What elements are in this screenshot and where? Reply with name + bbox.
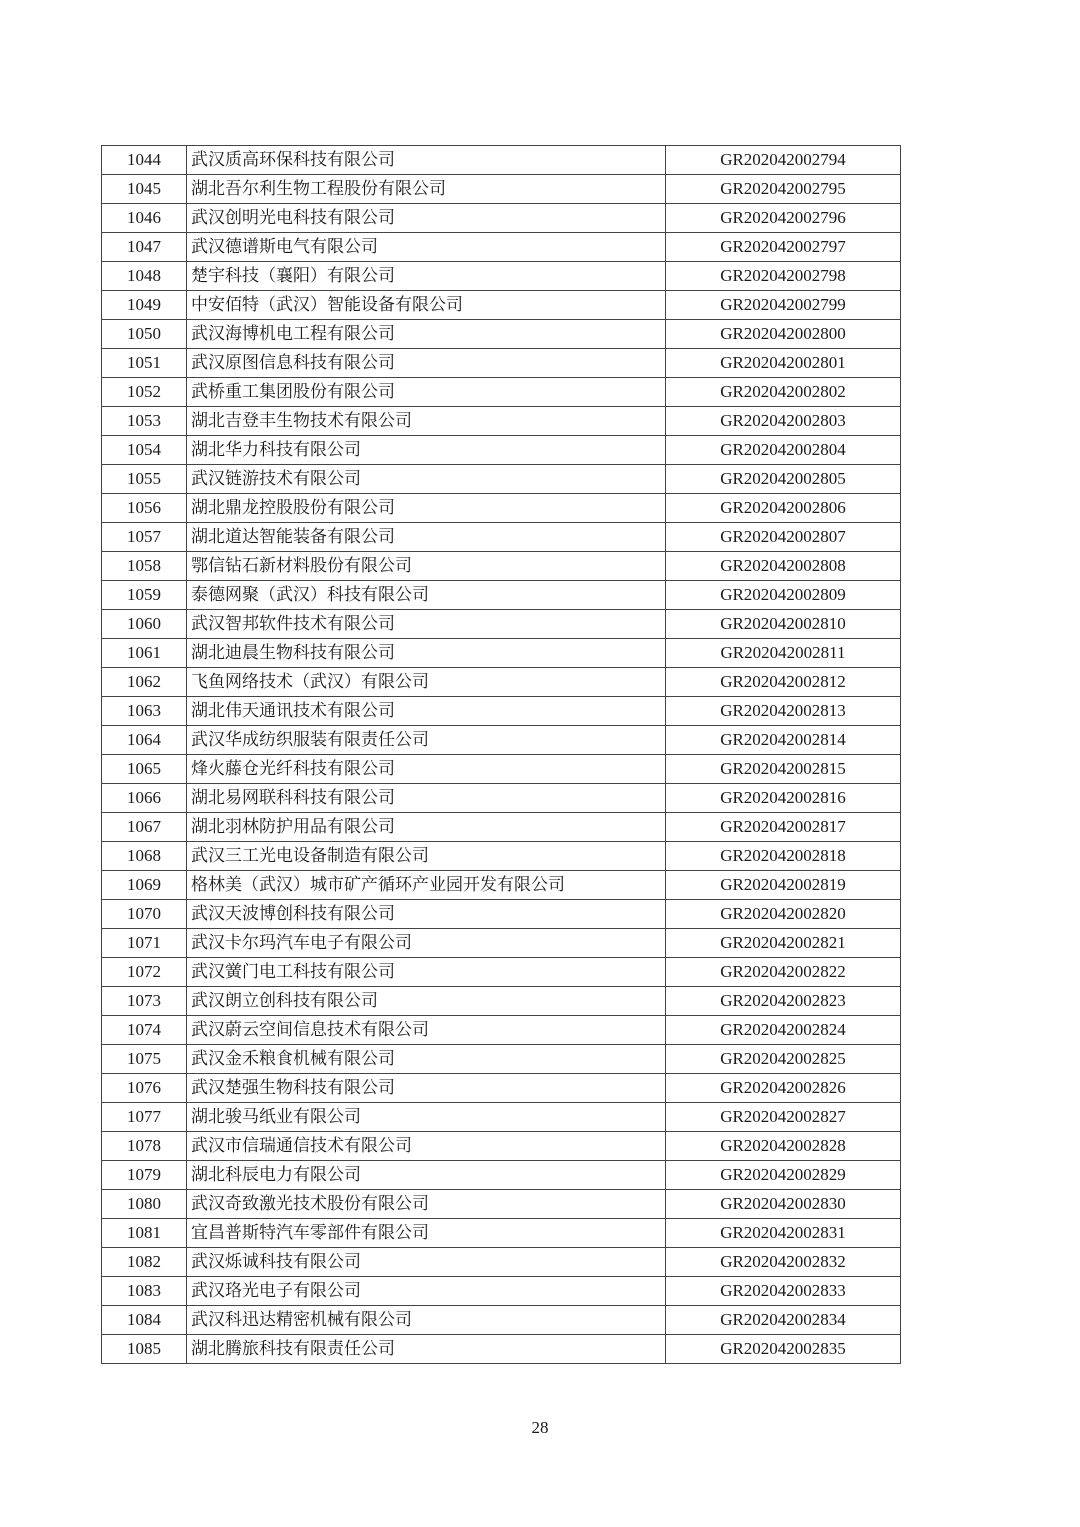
company-name: 鄂信钻石新材料股份有限公司 [187, 552, 666, 581]
row-number: 1076 [102, 1074, 187, 1103]
certificate-code: GR202042002828 [666, 1132, 901, 1161]
company-name: 湖北华力科技有限公司 [187, 436, 666, 465]
company-name: 武汉天波博创科技有限公司 [187, 900, 666, 929]
table-row [102, 349, 901, 378]
certificate-code: GR202042002809 [666, 581, 901, 610]
certificate-code: GR202042002807 [666, 523, 901, 552]
row-number: 1049 [102, 291, 187, 320]
certificate-code: GR202042002823 [666, 987, 901, 1016]
table-row [102, 958, 901, 987]
row-number: 1051 [102, 349, 187, 378]
certificate-code: GR202042002833 [666, 1277, 901, 1306]
row-number: 1059 [102, 581, 187, 610]
row-number: 1079 [102, 1161, 187, 1190]
table-row [102, 262, 901, 291]
row-number: 1057 [102, 523, 187, 552]
company-name: 武汉质高环保科技有限公司 [187, 146, 666, 175]
certificate-code: GR202042002832 [666, 1248, 901, 1277]
table-row [102, 204, 901, 233]
company-name: 飞鱼网络技术（武汉）有限公司 [187, 668, 666, 697]
company-name: 湖北骏马纸业有限公司 [187, 1103, 666, 1132]
company-name: 湖北伟天通讯技术有限公司 [187, 697, 666, 726]
table-row [102, 1074, 901, 1103]
row-number: 1080 [102, 1190, 187, 1219]
table-row [102, 1016, 901, 1045]
row-number: 1058 [102, 552, 187, 581]
table-row [102, 1161, 901, 1190]
row-number: 1068 [102, 842, 187, 871]
company-name: 湖北吾尔利生物工程股份有限公司 [187, 175, 666, 204]
table-row [102, 697, 901, 726]
row-number: 1066 [102, 784, 187, 813]
company-name: 武汉链游技术有限公司 [187, 465, 666, 494]
row-number: 1082 [102, 1248, 187, 1277]
certificate-code: GR202042002799 [666, 291, 901, 320]
company-name: 武汉科迅达精密机械有限公司 [187, 1306, 666, 1335]
row-number: 1083 [102, 1277, 187, 1306]
row-number: 1069 [102, 871, 187, 900]
table-row [102, 929, 901, 958]
row-number: 1072 [102, 958, 187, 987]
certificate-code: GR202042002817 [666, 813, 901, 842]
company-name: 武汉市信瑞通信技术有限公司 [187, 1132, 666, 1161]
row-number: 1070 [102, 900, 187, 929]
row-number: 1062 [102, 668, 187, 697]
certificate-code: GR202042002810 [666, 610, 901, 639]
certificate-code: GR202042002794 [666, 146, 901, 175]
company-name: 武汉蔚云空间信息技术有限公司 [187, 1016, 666, 1045]
row-number: 1084 [102, 1306, 187, 1335]
certificate-code: GR202042002811 [666, 639, 901, 668]
row-number: 1074 [102, 1016, 187, 1045]
row-number: 1054 [102, 436, 187, 465]
certificate-code: GR202042002834 [666, 1306, 901, 1335]
company-name: 武汉珞光电子有限公司 [187, 1277, 666, 1306]
company-name: 武汉卡尔玛汽车电子有限公司 [187, 929, 666, 958]
certificate-code: GR202042002824 [666, 1016, 901, 1045]
row-number: 1052 [102, 378, 187, 407]
table-row [102, 1219, 901, 1248]
company-name: 武汉奇致激光技术股份有限公司 [187, 1190, 666, 1219]
table-row [102, 726, 901, 755]
table-row [102, 291, 901, 320]
row-number: 1075 [102, 1045, 187, 1074]
table-row [102, 755, 901, 784]
company-name: 武汉原图信息科技有限公司 [187, 349, 666, 378]
row-number: 1056 [102, 494, 187, 523]
table-row [102, 1306, 901, 1335]
company-name: 武汉智邦软件技术有限公司 [187, 610, 666, 639]
company-name: 湖北道达智能装备有限公司 [187, 523, 666, 552]
certificate-code: GR202042002804 [666, 436, 901, 465]
company-name: 楚宇科技（襄阳）有限公司 [187, 262, 666, 291]
table-row [102, 842, 901, 871]
table-row [102, 639, 901, 668]
row-number: 1048 [102, 262, 187, 291]
company-name: 中安佰特（武汉）智能设备有限公司 [187, 291, 666, 320]
table-row [102, 1190, 901, 1219]
table-row [102, 871, 901, 900]
company-name: 格林美（武汉）城市矿产循环产业园开发有限公司 [187, 871, 666, 900]
certificate-code: GR202042002801 [666, 349, 901, 378]
table-row [102, 581, 901, 610]
company-name: 湖北羽林防护用品有限公司 [187, 813, 666, 842]
table-row [102, 233, 901, 262]
certificate-code: GR202042002816 [666, 784, 901, 813]
company-name: 武汉烁诚科技有限公司 [187, 1248, 666, 1277]
table-row [102, 1335, 901, 1364]
certificate-code: GR202042002830 [666, 1190, 901, 1219]
company-name: 湖北易网联科科技有限公司 [187, 784, 666, 813]
company-name: 泰德网聚（武汉）科技有限公司 [187, 581, 666, 610]
table-body [102, 146, 901, 1364]
certificate-code: GR202042002819 [666, 871, 901, 900]
certificate-code: GR202042002802 [666, 378, 901, 407]
row-number: 1078 [102, 1132, 187, 1161]
certificate-code: GR202042002825 [666, 1045, 901, 1074]
certificate-code: GR202042002826 [666, 1074, 901, 1103]
table-row [102, 784, 901, 813]
certificate-code: GR202042002796 [666, 204, 901, 233]
certificate-code: GR202042002797 [666, 233, 901, 262]
company-name: 烽火藤仓光纤科技有限公司 [187, 755, 666, 784]
row-number: 1067 [102, 813, 187, 842]
table-row [102, 668, 901, 697]
row-number: 1045 [102, 175, 187, 204]
certificate-code: GR202042002827 [666, 1103, 901, 1132]
certificate-code: GR202042002822 [666, 958, 901, 987]
certificate-code: GR202042002820 [666, 900, 901, 929]
company-name: 湖北鼎龙控股股份有限公司 [187, 494, 666, 523]
row-number: 1073 [102, 987, 187, 1016]
certificate-code: GR202042002795 [666, 175, 901, 204]
certificate-code: GR202042002813 [666, 697, 901, 726]
certificate-code: GR202042002835 [666, 1335, 901, 1364]
row-number: 1055 [102, 465, 187, 494]
row-number: 1063 [102, 697, 187, 726]
row-number: 1053 [102, 407, 187, 436]
table-row [102, 1045, 901, 1074]
company-name: 宜昌普斯特汽车零部件有限公司 [187, 1219, 666, 1248]
table-row [102, 552, 901, 581]
company-name: 湖北吉登丰生物技术有限公司 [187, 407, 666, 436]
certificate-code: GR202042002800 [666, 320, 901, 349]
company-name: 湖北腾旅科技有限责任公司 [187, 1335, 666, 1364]
table-row [102, 900, 901, 929]
table-row [102, 465, 901, 494]
table-row [102, 378, 901, 407]
certificate-code: GR202042002814 [666, 726, 901, 755]
company-table [101, 145, 901, 1364]
certificate-code: GR202042002798 [666, 262, 901, 291]
company-name: 湖北迪晨生物科技有限公司 [187, 639, 666, 668]
row-number: 1065 [102, 755, 187, 784]
table-row [102, 987, 901, 1016]
page-number: 28 [531, 1418, 549, 1437]
company-name: 武汉三工光电设备制造有限公司 [187, 842, 666, 871]
company-name: 武汉德谱斯电气有限公司 [187, 233, 666, 262]
company-name: 武汉黉门电工科技有限公司 [187, 958, 666, 987]
row-number: 1081 [102, 1219, 187, 1248]
row-number: 1047 [102, 233, 187, 262]
table-row [102, 1248, 901, 1277]
row-number: 1077 [102, 1103, 187, 1132]
table-row [102, 523, 901, 552]
table-row [102, 1103, 901, 1132]
company-name: 湖北科辰电力有限公司 [187, 1161, 666, 1190]
company-name: 武汉创明光电科技有限公司 [187, 204, 666, 233]
table-row [102, 407, 901, 436]
table-row [102, 813, 901, 842]
row-number: 1071 [102, 929, 187, 958]
table-row [102, 494, 901, 523]
table-row [102, 320, 901, 349]
company-name: 武汉金禾粮食机械有限公司 [187, 1045, 666, 1074]
certificate-code: GR202042002815 [666, 755, 901, 784]
certificate-code: GR202042002808 [666, 552, 901, 581]
company-name: 武桥重工集团股份有限公司 [187, 378, 666, 407]
company-name: 武汉海博机电工程有限公司 [187, 320, 666, 349]
certificate-code: GR202042002831 [666, 1219, 901, 1248]
row-number: 1061 [102, 639, 187, 668]
company-name: 武汉朗立创科技有限公司 [187, 987, 666, 1016]
row-number: 1046 [102, 204, 187, 233]
row-number: 1085 [102, 1335, 187, 1364]
row-number: 1050 [102, 320, 187, 349]
table-row [102, 1132, 901, 1161]
table-row [102, 610, 901, 639]
certificate-code: GR202042002821 [666, 929, 901, 958]
company-name: 武汉楚强生物科技有限公司 [187, 1074, 666, 1103]
row-number: 1060 [102, 610, 187, 639]
certificate-code: GR202042002812 [666, 668, 901, 697]
table-row [102, 146, 901, 175]
certificate-code: GR202042002829 [666, 1161, 901, 1190]
company-name: 武汉华成纺织服装有限责任公司 [187, 726, 666, 755]
certificate-code: GR202042002818 [666, 842, 901, 871]
row-number: 1044 [102, 146, 187, 175]
table-row [102, 175, 901, 204]
table-row [102, 1277, 901, 1306]
certificate-code: GR202042002803 [666, 407, 901, 436]
row-number: 1064 [102, 726, 187, 755]
certificate-code: GR202042002806 [666, 494, 901, 523]
certificate-code: GR202042002805 [666, 465, 901, 494]
table-row [102, 436, 901, 465]
